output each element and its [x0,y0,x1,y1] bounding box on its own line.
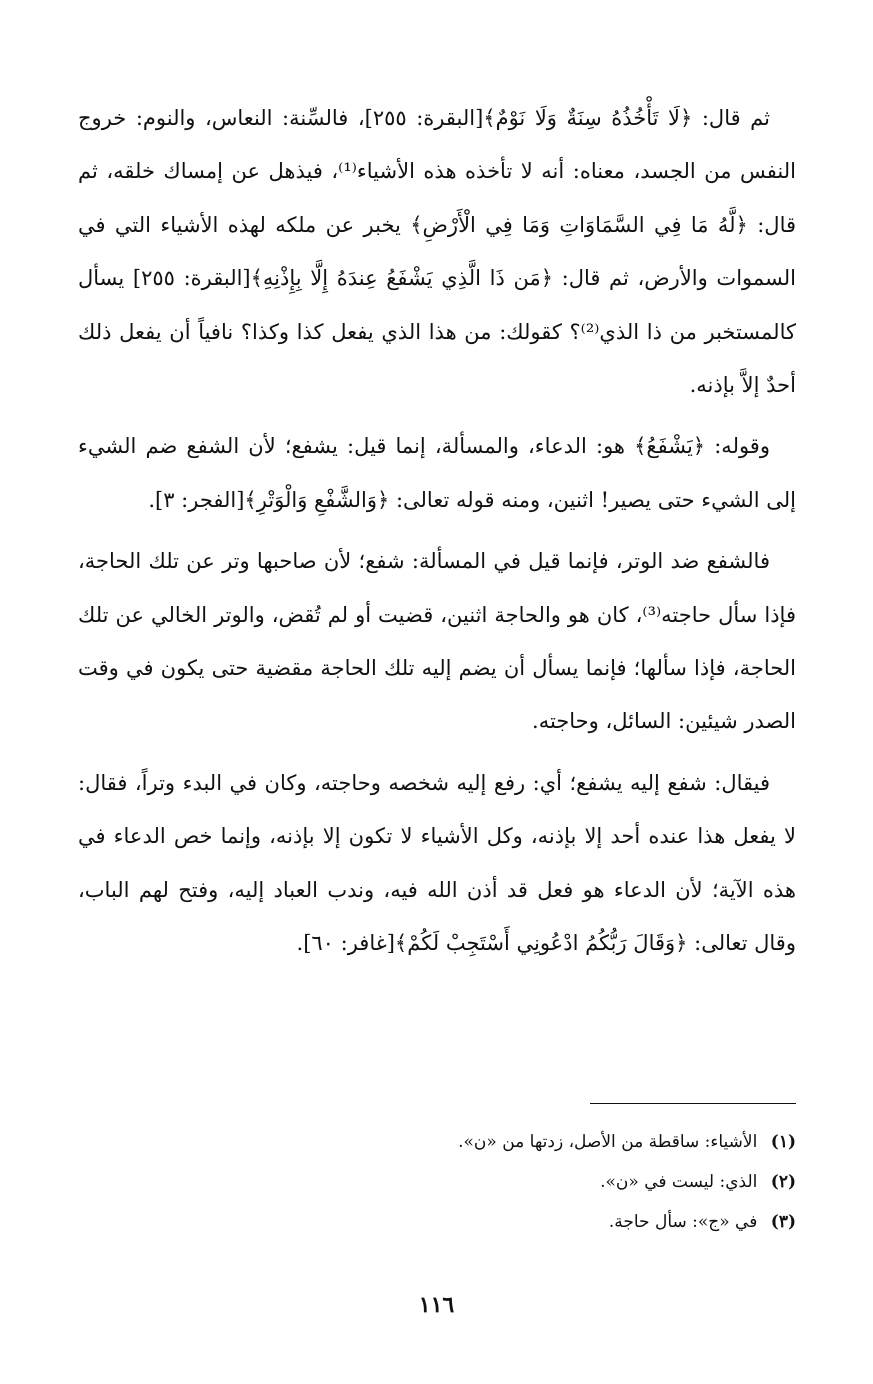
footnotes [78,1122,796,1242]
paragraph-2: وقوله: ﴿يَشْفَعُ﴾ هو: الدعاء، والمسألة، إنما قيل: يشفع؛ لأن الشفع ضم الشيء إلى الشيء حتى يصير! اثنين، ومنه قوله تعالى: ﴿وَالشَّفْعِ وَالْوَتْرِ﴾[الفجر: ٣]. [78,434,796,512]
footnote-text: في «ج»: سأل حاجة. [608,1212,758,1232]
footnote-text: الذي: ليست في «ن». [600,1172,758,1192]
page-number: ١١٦ [418,1292,455,1318]
paragraph-4: فيقال: شفع إليه يشفع؛ أي: رفع إليه شخصه وحاجته، وكان في البدء وتراً، فقال: لا يفعل هذا عنده أحد إلا بإذنه، وكل الأشياء لا تكون إلا بإذنه، وإنما خص الدعاء في هذه الآية؛ لأن الدعاء هو فعل قد أذن الله فيه، وندب العباد إليه، وفتح لهم الباب، وقال تعالى: ﴿وَقَالَ رَبُّكُمُ ادْعُونِي أَسْتَجِبْ لَكُمْ﴾[غافر: ٦٠]. [78,770,796,956]
footnote-number: (٣) [770,1212,796,1232]
paragraph-1: ثم قال: ﴿لَا تَأْخُذُهُ سِنَةٌ وَلَا نَوْمٌ﴾[البقرة: ٢٥٥]، فالسِّنة: النعاس، والنوم: خروج النفس من الجسد، معناه: أنه لا تأخذه هذه الأشياء⁽¹⁾، فيذهل عن إمساك خلقه، ثم قال: ﴿لَّهُ مَا فِي السَّمَاوَاتِ وَمَا فِي الْأَرْضِ﴾ يخبر عن ملكه لهذه الأشياء التي في السموات والأرض، ثم قال: ﴿مَن ذَا الَّذِي يَشْفَعُ عِندَهُ إِلَّا بِإِذْنِهِ﴾[البقرة: ٢٥٥] يسأل كالمستخبر من ذا الذي⁽²⁾؟ كقولك: من هذا الذي يفعل كذا وكذا؟ نافياً أن يفعل ذلك أحدٌ إلاَّ بإذنه. [78,106,796,398]
paragraph-3: فالشفع ضد الوتر، فإنما قيل في المسألة: شفع؛ لأن صاحبها وتر عن تلك الحاجة، فإذا سأل حاجته⁽³⁾، كان هو والحاجة اثنين، قضيت أو لم تُقض، والوتر الخالي عن تلك الحاجة، فإذا سألها؛ فإنما يسأل أن يضم إليه تلك الحاجة مقضية حتى يكون في وقت الصدر شيئين: السائل، وحاجته. [78,549,796,734]
footnote-2 [78,1162,796,1202]
footnote-number: (٢) [770,1172,796,1192]
main-text [78,92,796,979]
footnote-number: (١) [770,1132,796,1152]
footnote-3 [78,1202,796,1242]
footnote-divider [590,1103,796,1104]
footnote-1 [78,1122,796,1162]
footnote-text: الأشياء: ساقطة من الأصل، زدتها من «ن». [458,1132,758,1152]
